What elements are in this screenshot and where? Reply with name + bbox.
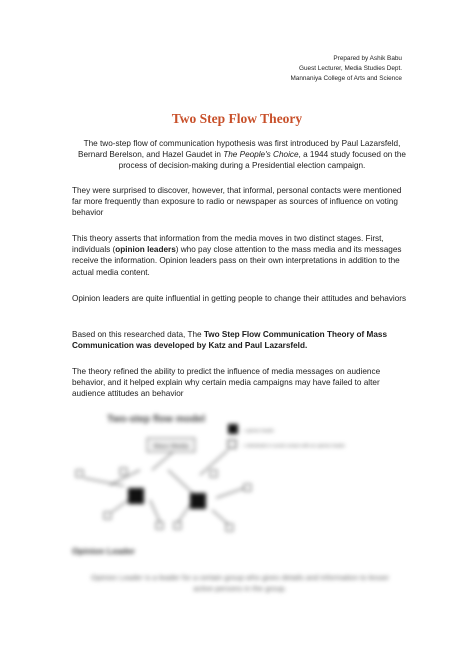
opinion-leaders-term: opinion leaders [115, 245, 176, 255]
individual-node [156, 522, 163, 529]
credit-position: Guest Lecturer, Media Studies Dept. [298, 65, 402, 73]
credit-institution: Mannaniya College of Arts and Science [290, 75, 402, 83]
paragraph-discovery: They were surprised to discover, however, that informal, personal contacts were mentioned far more frequently than exposure to radio or newspaper as sources of influence on voting behavior [72, 186, 402, 218]
individual-node [174, 522, 181, 529]
paragraph-prediction: The theory refined the ability to predict the influence of media messages on audience behavior, and it helped explain why certain media campaigns may have failed to alter audience attitudes an behavior [72, 367, 381, 399]
katz-text-a: Based on this researched data, The [72, 330, 204, 339]
definition-text: Opinion Leader is a leader for a certain group who gives details and information to lesser active persons in the group. [90, 573, 389, 593]
individual-node [210, 470, 217, 477]
definition-heading: Opinion Leader [72, 546, 136, 556]
opinion-leader-node [190, 493, 206, 509]
legend-individual-swatch [228, 440, 236, 448]
opinion-leader-node [128, 488, 144, 504]
book-title: The People's Choice [223, 150, 299, 160]
credit-name: Prepared by Ashik Babu [333, 55, 402, 62]
individual-node [120, 468, 127, 475]
individual-node [244, 484, 251, 491]
mass-media-label: Mass Media [153, 443, 189, 450]
intro-text-a: The two-step flow of communication hypothesis was first introduced by Paul Lazarsfeld, Bernard Berelson, and Hazel Gaudet in [78, 139, 401, 160]
figure-title: Two-step flow model [107, 414, 206, 425]
individual-node [226, 524, 233, 531]
individual-node [104, 512, 111, 519]
intro-text-b: , a 1944 study focused on the process of decision-making during a Presidential election campaign. [118, 150, 406, 171]
individual-node [76, 470, 83, 477]
legend-individual-label: = individuals in social contact with an opinion leader [242, 443, 346, 448]
document-title: Two Step Flow Theory [171, 111, 303, 126]
legend-leader-label: = opinion leader [242, 428, 275, 433]
stages-text-b: ) who pay close attention to the mass media and its messages receive the information. Opinion leaders pass on their own interpretations in addition to the actual media content. [72, 245, 402, 277]
katz-bold-text: Two Step Flow Communication Theory of Mass Communication was developed by Katz and Paul Lazarsfeld. [72, 330, 388, 351]
paragraph-influence: Opinion leaders are quite influential in getting people to change their attitudes and behaviors [72, 294, 407, 303]
legend-leader-swatch [228, 424, 238, 434]
stages-text-a: This theory asserts that information from the media moves in two distinct stages. First, individuals ( [72, 234, 384, 255]
